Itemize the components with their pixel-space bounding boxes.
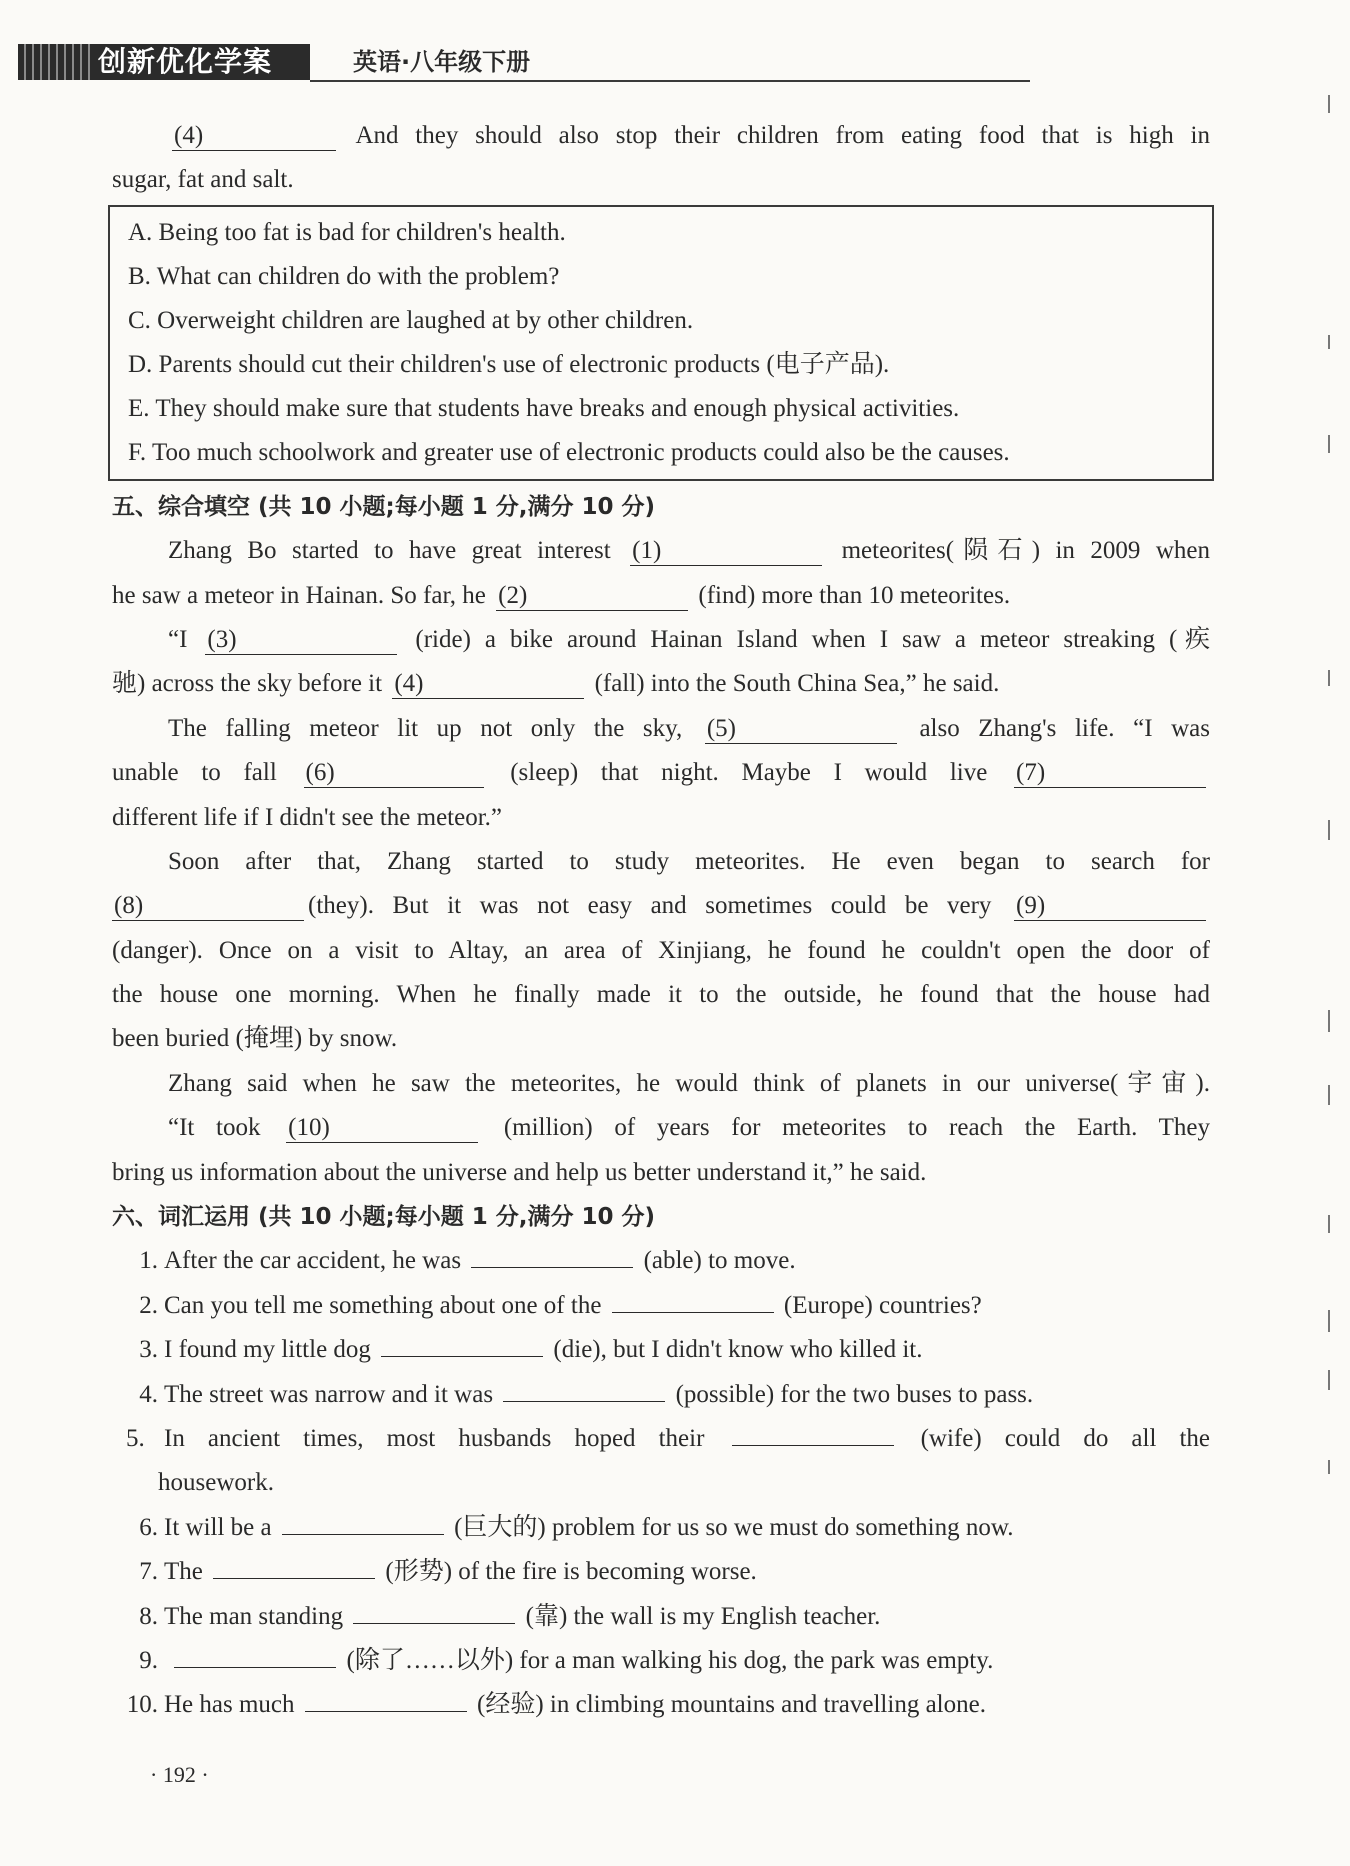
margin-tick	[1328, 670, 1330, 686]
s5-line-1: Zhang Bo started to have great interest (1) meteorites(陨石) in 2009 when	[168, 537, 1211, 565]
s5-line-6: unable to fall (6) (sleep) that night. Maybe I would live (7)	[112, 751, 1210, 795]
s5-line-14: “It took (10) (million) of years for meteorites to reach the Earth. They	[168, 1114, 1210, 1142]
vocab-item-5: 5. In ancient times, most husbands hoped their (wife) could do all the	[126, 1424, 1210, 1452]
options-box	[108, 205, 1214, 481]
option-e: E. They should make sure that students have breaks and enough physical activities.	[128, 394, 960, 422]
cloze-blank-2[interactable]: (2)	[496, 582, 688, 611]
margin-tick	[1328, 1310, 1330, 1332]
brand-text: 创新优化学案	[98, 45, 273, 78]
q4-line-2: sugar, fat and salt.	[112, 166, 294, 194]
s5-line-3: “I (3) (ride) a bike around Hainan Island when I saw a meteor streaking (疾	[168, 625, 1211, 653]
s5-line-2: he saw a meteor in Hainan. So far, he (2) (find) more than 10 meteorites.	[112, 581, 1011, 609]
option-b: B. What can children do with the problem?	[128, 262, 560, 290]
s5-line-8: Soon after that, Zhang started to study meteorites. He even began to search for	[168, 847, 1210, 875]
vocab-item-8: 8. The man standing (靠) the wall is my English teacher.	[139, 1602, 881, 1630]
vocab-item-6: 6. It will be a (巨大的) problem for us so we must do something now.	[139, 1513, 1014, 1541]
margin-tick	[1328, 1370, 1330, 1390]
vocab-blank-5[interactable]	[732, 1445, 894, 1446]
cloze-blank-6[interactable]: (6)	[304, 759, 484, 788]
vocab-blank-2[interactable]	[612, 1312, 774, 1313]
cloze-blank-7[interactable]: (7)	[1014, 759, 1206, 788]
vocab-blank-10[interactable]	[305, 1711, 467, 1712]
s5-line-5: The falling meteor lit up not only the sky, (5) also Zhang's life. “I was	[168, 714, 1210, 742]
vocab-blank-3[interactable]	[381, 1356, 543, 1357]
margin-tick	[1328, 1215, 1330, 1233]
margin-tick	[1328, 435, 1330, 453]
vocab-item-3: 3. I found my little dog (die), but I didn't know who killed it.	[139, 1336, 923, 1364]
cloze-blank-8[interactable]: (8)	[112, 892, 304, 921]
s5-line-7: different life if I didn't see the meteor.”	[112, 803, 503, 831]
s5-line-11: the house one morning. When he finally made it to the outside, he found that the house had	[112, 981, 1210, 1009]
margin-tick	[1328, 1085, 1330, 1105]
s5-line-12: been buried (掩埋) by snow.	[112, 1025, 398, 1053]
cloze-blank-9[interactable]: (9)	[1014, 892, 1206, 921]
vocab-blank-6[interactable]	[282, 1534, 444, 1535]
q4-line-1: (4) And they should also stop their children from eating food that is high in	[174, 122, 1210, 149]
margin-tick	[1328, 335, 1330, 349]
section6-heading: 六、词汇运用 (共 10 小题;每小题 1 分,满分 10 分)	[112, 1204, 656, 1231]
margin-tick	[1328, 820, 1330, 840]
vocab-item-10: 10. He has much (经验) in climbing mountains and travelling alone.	[126, 1691, 986, 1719]
vocab-blank-4[interactable]	[503, 1401, 665, 1402]
vocab-blank-7[interactable]	[213, 1578, 375, 1579]
s5-line-9: (8) (they). But it was not easy and sometimes could be very (9)	[112, 884, 1210, 928]
s5-line-10: (danger). Once on a visit to Altay, an area of Xinjiang, he found he couldn't open the door of	[112, 936, 1210, 964]
section5-heading: 五、综合填空 (共 10 小题;每小题 1 分,满分 10 分)	[112, 493, 656, 520]
cloze-blank-4[interactable]: (4)	[392, 670, 584, 699]
header-rule	[310, 80, 1030, 82]
margin-tick	[1328, 1460, 1330, 1474]
vocab-item-4: 4. The street was narrow and it was (possible) for the two buses to pass.	[139, 1380, 1034, 1408]
brand-stripes	[18, 44, 96, 80]
page-header	[18, 44, 1028, 84]
vocab-item-9: 9. (除了……以外) for a man walking his dog, the park was empty.	[139, 1646, 994, 1674]
vocab-item-2: 2. Can you tell me something about one of the (Europe) countries?	[139, 1291, 982, 1319]
option-f: F. Too much schoolwork and greater use of electronic products could also be the causes.	[128, 438, 1010, 466]
page-content	[112, 114, 1210, 1728]
margin-tick	[1328, 95, 1330, 113]
header-subject: 英语·八年级下册	[353, 48, 531, 76]
page-number: · 192 ·	[150, 1762, 209, 1787]
cloze-blank-10[interactable]: (10)	[286, 1114, 478, 1143]
cloze-blank-3[interactable]: (3)	[205, 626, 397, 655]
vocab-item-1: 1. After the car accident, he was (able) to move.	[139, 1247, 796, 1275]
answer-blank-4[interactable]: (4)	[172, 122, 336, 151]
vocab-item-5-cont: housework.	[158, 1469, 274, 1497]
vocab-blank-8[interactable]	[353, 1623, 515, 1624]
cloze-blank-1[interactable]: (1)	[630, 537, 822, 566]
option-d: D. Parents should cut their children's use of electronic products (电子产品).	[128, 350, 890, 378]
s5-line-15: bring us information about the universe and help us better understand it,” he said.	[112, 1158, 927, 1186]
s5-line-13: Zhang said when he saw the meteorites, he would think of planets in our universe(宇宙).	[168, 1069, 1210, 1097]
margin-tick	[1328, 1010, 1330, 1032]
s5-line-4: 驰) across the sky before it (4) (fall) into the South China Sea,” he said.	[112, 670, 1000, 698]
vocab-blank-9[interactable]	[174, 1667, 336, 1668]
vocab-blank-1[interactable]	[471, 1267, 633, 1268]
option-a: A. Being too fat is bad for children's health.	[128, 218, 566, 246]
cloze-blank-5[interactable]: (5)	[705, 715, 897, 744]
vocab-item-7: 7. The (形势) of the fire is becoming worse.	[139, 1558, 757, 1586]
option-c: C. Overweight children are laughed at by other children.	[128, 306, 694, 334]
